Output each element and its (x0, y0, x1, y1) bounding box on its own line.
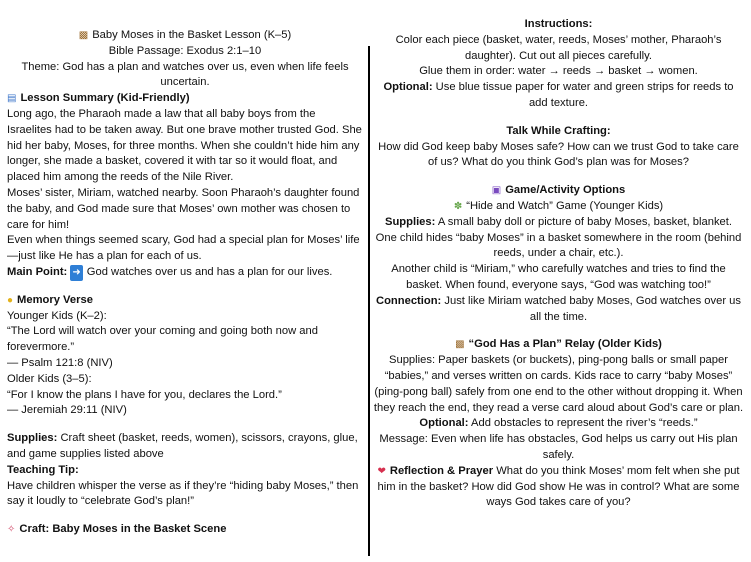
older-reference: — Jeremiah 29:11 (NIV) (7, 404, 127, 417)
younger-reference: — Psalm 121:8 (NIV) (7, 356, 113, 369)
heart-icon: ❤ (377, 465, 386, 477)
talk-text: How did God keep baby Moses safe? How can we trust God to take care of us? What do you think God’s plan was for Moses? (378, 140, 739, 169)
hide-game-title: ✽ “Hide and Watch” Game (Younger Kids) (373, 199, 744, 215)
summary-paragraph-2: Moses’ sister, Miriam, watched nearby. Soon Pharaoh’s daughter found the baby, and God made sure that Moses’ own mother was chosen to care for him! (7, 186, 360, 231)
memory-heading: ● Memory Verse (7, 293, 363, 309)
craft-heading: ✧ Craft: Baby Moses in the Basket Scene (7, 522, 363, 538)
instructions-paragraph-1: Color each piece (basket, water, reeds, Moses’ mother, Pharaoh’s daughter). Cut out all pieces carefully. (395, 33, 722, 62)
relay-optional: Optional: Add obstacles to represent the river’s “reeds.” (419, 417, 698, 430)
instructions-paragraph-2: Glue them in order: water → reeds → basket → women. (419, 65, 698, 78)
reed-icon: ✽ (453, 200, 463, 212)
lightbulb-icon: ● (7, 294, 14, 306)
lesson-title: ▩ Baby Moses in the Basket Lesson (K–5) (7, 28, 363, 44)
talk-heading: Talk While Crafting: (506, 124, 611, 137)
game-heading: ▣ Game/Activity Options (373, 183, 744, 199)
summary-paragraph-3: Even when things seemed scary, God had a special plan for Moses’ life—just like He has a plan for each of us. (7, 234, 360, 263)
supplies: Supplies: Craft sheet (basket, reeds, women), scissors, crayons, glue, and game supplies listed above (7, 432, 358, 460)
instructions-optional: Optional: Use blue tissue paper for water and green strips for reeds to add texture. (383, 81, 734, 109)
hide-game-paragraph-2: Another child is “Miriam,” who carefully watches and tries to find the basket. When found, everyone says, “God was watching too!” (391, 263, 726, 291)
older-label: Older Kids (3–5): (7, 372, 92, 385)
summary-heading: ▤ Lesson Summary (Kid-Friendly) (7, 91, 363, 107)
instructions-heading: Instructions: (524, 18, 593, 30)
main-point: Main Point: ➜ God watches over us and has a plan for our lives. (7, 265, 363, 281)
column-divider (368, 46, 370, 556)
hide-game-connection: Connection: Just like Miriam watched baby Moses, God watches over us all the time. (376, 294, 741, 323)
arrow-right-icon: ➜ (70, 265, 82, 281)
bible-passage: Bible Passage: Exodus 2:1–10 (108, 44, 262, 57)
basket-icon: ▩ (78, 30, 89, 41)
basket-icon: ▩ (455, 339, 465, 351)
hide-game-supplies: Supplies: A small baby doll or picture of baby Moses, basket, blanket. One child hides “baby Moses” in a basket somewhere in the room (behind reeds, under a chair, etc.). (375, 215, 742, 260)
summary-paragraph-1: Long ago, the Pharaoh made a law that all baby boys from the Israelites had to be taken away. But one brave mother trusted God. She hid her baby, Moses, for three months. When she couldn’t hide him any longer, she made a basket, covered it with tar so it would float, and placed him among the reeds of the Nile River. (7, 107, 362, 184)
right-column (373, 0, 744, 511)
relay-title: ▩ “God Has a Plan” Relay (Older Kids) (373, 337, 744, 353)
teaching-tip-text: Have children whisper the verse as if they’re “hiding baby Moses,” then say it loudly to “celebrate God’s plan!” (7, 479, 359, 508)
reflection: ❤ Reflection & Prayer What do you think Moses’ mom felt when she put him in the basket? How did God show He was in control? What are some ways God takes care of you? (377, 464, 740, 509)
ribbon-icon: ✧ (7, 524, 16, 536)
teaching-tip-label: Teaching Tip: (7, 463, 79, 476)
book-icon: ▤ (7, 93, 17, 105)
left-column (7, 0, 363, 538)
younger-verse: “The Lord will watch over your coming and going both now and forevermore.” (7, 325, 318, 354)
relay-message: Message: Even when life has obstacles, God helps us carry out His plan safely. (379, 433, 738, 461)
younger-label: Younger Kids (K–2): (7, 309, 107, 322)
relay-text: Supplies: Paper baskets (or buckets), ping-pong balls or small paper “babies,” and verses written on cards. Kids race to carry “baby Moses” (ping-pong ball) safely from one end to the other without dropping it. When they reach the end, they read a verse card aloud about God’s care or plan. (373, 354, 744, 414)
lesson-theme: Theme: God has a plan and watches over us, even when life feels uncertain. (21, 60, 349, 89)
older-verse: “For I know the plans I have for you, declares the Lord.” (7, 388, 282, 401)
dice-icon: ▣ (491, 185, 502, 197)
